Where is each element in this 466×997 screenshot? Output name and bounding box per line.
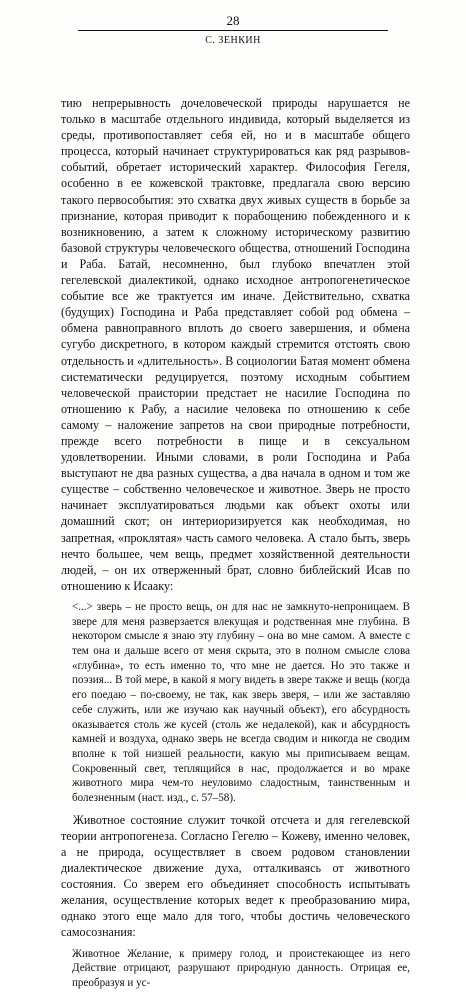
paragraph-2: Животное состояние служит точкой отсчета и для гегелевской теории антропогенеза. Согласно Гегелю – Кожеву, именно человек, а не природа, осуществляет в своем родовом становлении диалектическое движение духа, отталкиваясь от животного состояния. Со зверем его объединяет способность испытывать желания, осуществление которых ведет к преобразованию мира, однако этого еще мало для того, чтобы достичь человеческого самосознания: bbox=[61, 812, 410, 940]
page-number: 28 bbox=[226, 13, 240, 28]
paragraph-1: тию непрерывность дочеловеческой природы нарушается не только в масштабе отдельного индивида, который выделяется из среды, противопоставляет себя ей, но и в масштабе общего процесса, который начинает структурироваться как ряд разрывов-событий, обретает исторический характер. Философия Гегеля, особенно в ее кожевской трактовке, предлагала свою версию такого первособытия: это схватка двух живых существ в борьбе за признание, которая приводит к порабощению побежденного и к возникновению, а затем к сложному историческому развитию базовой структуры человеческого общества, отношений Господина и Раба. Батай, несомненно, был глубоко впечатлен этой гегелевской диалектикой, однако исходное антропогенетическое событие все же трактуется им иначе. Действительно, схватка (будущих) Господина и Раба представляет собой род обмена – обмена равноправного вплоть до своего завершения, и обмена сугубо дискретного, в котором каждый стремится отстоять свою отдельность и «длительность». В социологии Батая момент обмена систематически редуцируется, поэтому исходным событием человеческой праистории предстает не насилие Господина по отношению к Рабу, а насилие человека по отношению к себе самому – наложение запретов на свои природные потребности, прежде всего потребности в пище и в сексуальном удовлетворении. Иными словами, в роли Господина и Раба выступают не два разных существа, а два начала в одном и том же существе – собственно человеческое и животное. Зверь не просто начинает эксплуатироваться людьми как объект охоты или домашний скот; он интериоризируется как необходимая, но запретная, «проклятая» часть самого человека. А стало быть, зверь нечто большее, чем вещь, предмет хозяйственной деятельности людей, – он их отверженный брат, словно библейский Исав по отношению к Исааку: bbox=[61, 96, 410, 593]
header-rule bbox=[78, 30, 388, 31]
body-text bbox=[61, 95, 410, 997]
running-head: С. ЗЕНКИН bbox=[205, 35, 261, 46]
block-quote-2: Животное Желание, к примеру голод, и проистекающее из него Действие отрицают, разрушают природную данность. Отрицая ее, преобразуя и ус- bbox=[72, 947, 410, 989]
block-quote-1: <...> зверь – не просто вещь, он для нас не замкнуто-непроницаем. В звере для меня разверзается влекущая и родственная мне глубина. В некотором смысле я знаю эту глубину – она во мне самом. А вместе с тем она и дальше всего от меня скрыта, это в полном смысле слова «глубина», то есть именно то, что мне не дается. Но это также и поэзия... В той мере, в какой я могу видеть в звере также и вещь (когда его поедаю – по-своему, не так, как зверь зверя, – или же заставляю себе служить, или же изучаю как научный объект), его абсурдность оказывается столь же кусей (столь же недалекой), как и абсурдность камней и воздуха, однако зверь не всегда сводим и никогда не сводим вполне к той низшей реальности, какую мы приписываем вещам. Сокровенный свет, теплящийся в нас, продолжается и во мраке животного мира чем-то неуловимо сладостным, таинственным и болезненным (наст. изд., с. 57–58). bbox=[72, 600, 410, 805]
